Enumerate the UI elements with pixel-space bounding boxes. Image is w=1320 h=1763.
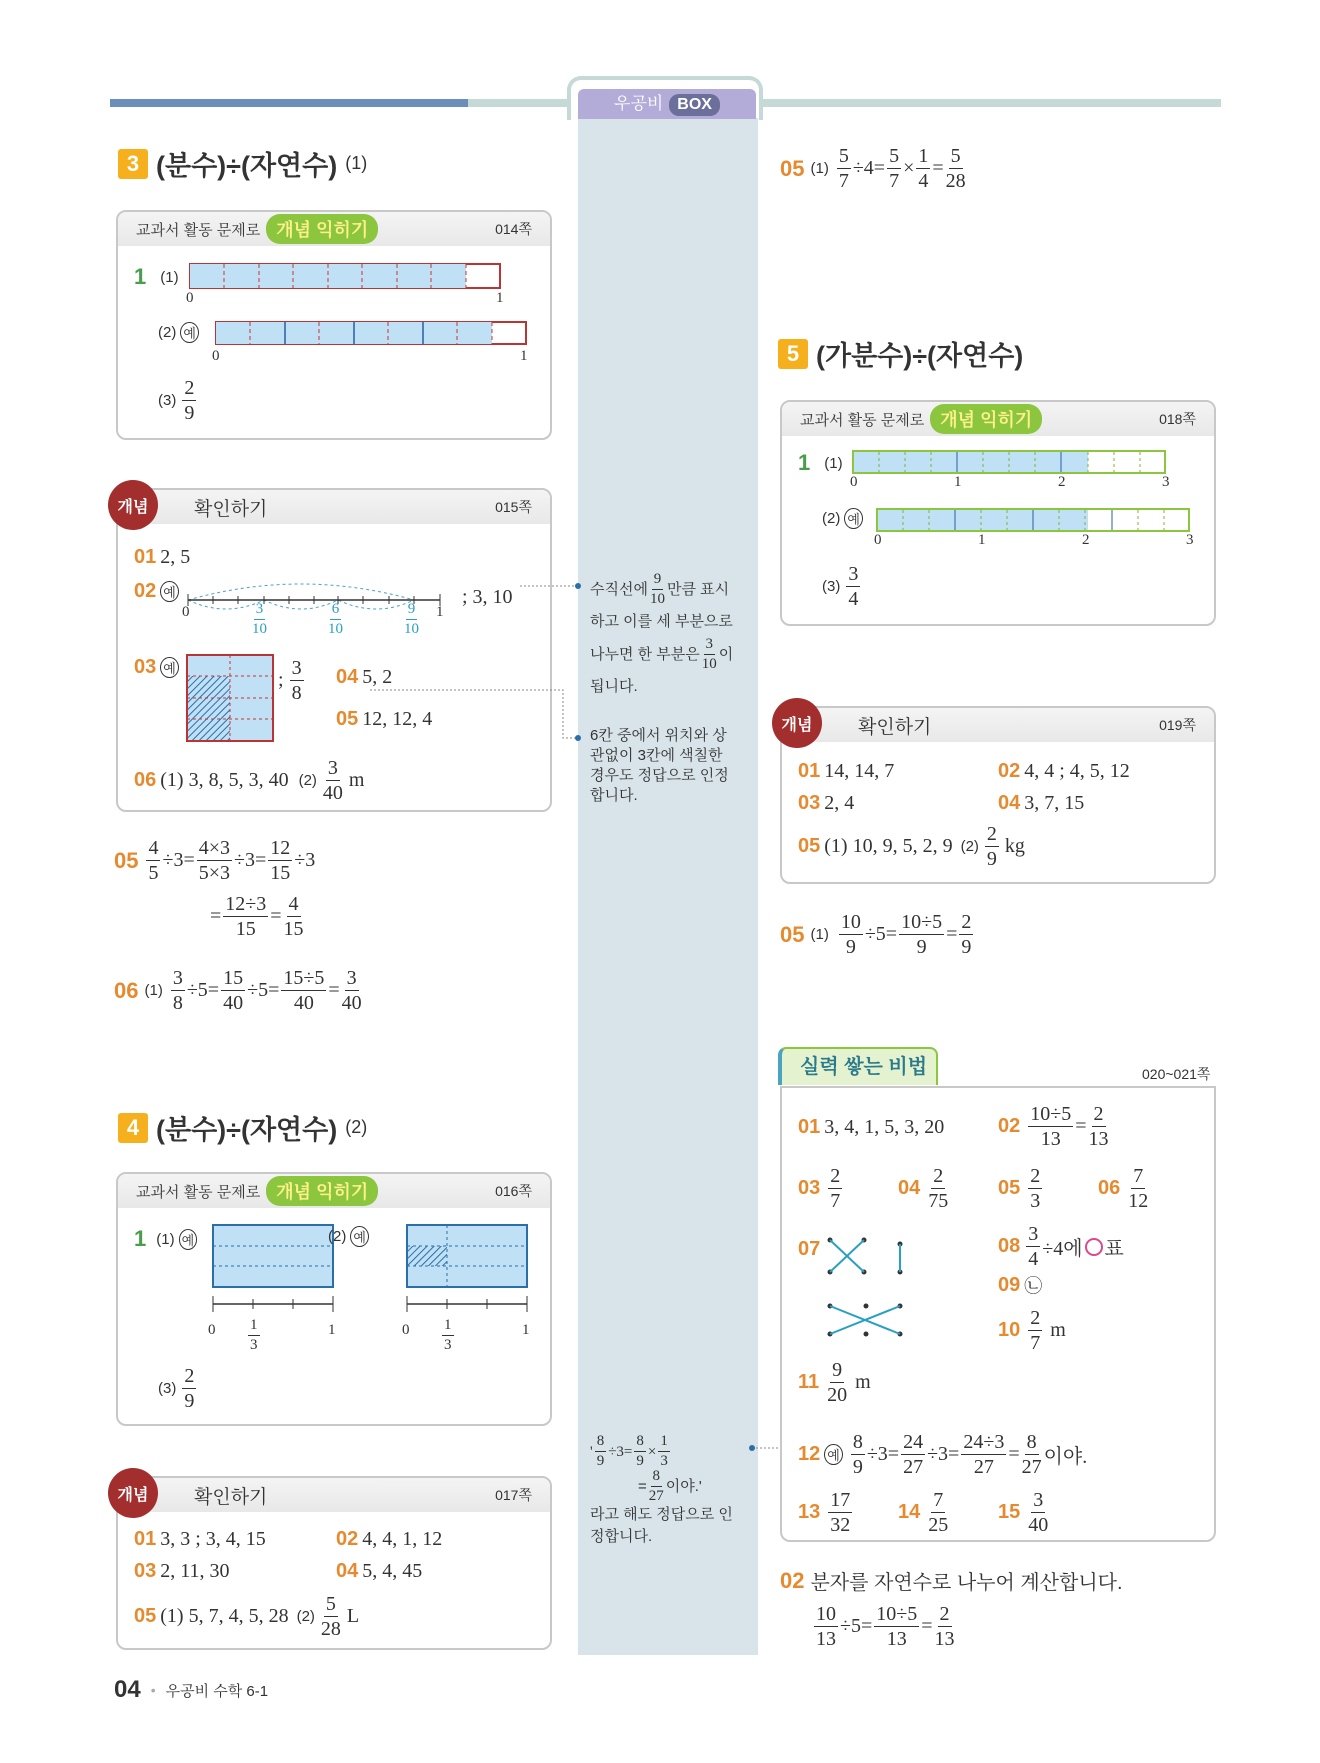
note-1: 수직선에 $\frac{9}{10}$ 만큼 표시 하고 이를 세 부분으로 나누면 한 부분은 $\frac{3}{10}$ 이 됩니다. [590, 571, 734, 695]
matching-lines [826, 1236, 926, 1346]
skill-pages: 020~021쪽 [1142, 1066, 1211, 1082]
explain-05: 05 $\frac{4}{5}$ ÷3= $\frac{4\times 3}{5\times 3}$ ÷3= $\frac{12}{15}$ ÷3 [114, 837, 316, 884]
section-5-title: 5 (가분수)÷(자연수) [778, 334, 1023, 373]
check-box-019: 확인하기 019쪽 개념 01 14, 14, 7 02 4, 4 ; 4, 5, 12 03 2, 4 04 3, 7, 15 05 (1) 10, 9, 5, 2, 9 (2) $\frac{2}{9}$ kg [780, 706, 1216, 884]
skill-box: 01 3, 4, 1, 5, 3, 20 02 $\frac{10\div 5}{13}$ = $\frac{2}{13}$ 03 $\frac{2}{7}$ 04 $\frac{2}{75}$ 05 $\frac{2}{3}$ 06 $\frac{7}{12}$ 07 08 $\frac{3}{4}$ ÷4에 표 09 ㉡ 10 $\frac{2}{7}$ m 11 $\frac{9}{20}$ m 12 예 $\frac{8}{9}$ ÷3= $\frac{24}{27}$ ÷3= $\frac{24\div 3}{27}$ = $\frac{8}{27}$ 이야. 13 $\frac{17}{32}$ 14 $\frac{7}{25}$ 15 $\frac{3}{40}$ [780, 1086, 1216, 1542]
section-3-title: 3 (분수)÷(자연수) (1) [118, 144, 367, 183]
skill-title: 실력 쌓는 비법 [778, 1047, 938, 1085]
check-box-017: 확인하기 017쪽 개념 01 3, 3 ; 3, 4, 15 02 4, 4, 1, 12 03 2, 11, 30 04 5, 4, 45 05 (1) 5, 7, 4, 5, 28 (2) $\frac{5}{28}$ L [116, 1476, 552, 1650]
right-02-calc: $\frac{10}{13}$ ÷5= $\frac{10\div 5}{13}$ = $\frac{2}{13}$ [816, 1603, 955, 1650]
right-05b: 05 (1) $\frac{10}{9}$ ÷5= $\frac{10\div 5}{9}$ = $\frac{2}{9}$ [780, 911, 972, 958]
explain-06: 06 (1) $\frac{3}{8}$ ÷5= $\frac{15}{40}$ ÷5= $\frac{15\div 5}{40}$ = $\frac{3}{40}$ [114, 967, 362, 1014]
right-05: 05 (1) $\frac{5}{7}$ ÷4= $\frac{5}{7}$ × $\frac{1}{4}$ = $\frac{5}{28}$ [780, 145, 966, 192]
improper-bar-2 [876, 508, 1196, 538]
note-3: ' $\frac{8}{9}$ ÷3= $\frac{8}{9}$ × $\frac{1}{3}$ = $\frac{8}{27}$ 이야.' 라고 해도 정답으로 인 정합니다. [590, 1433, 733, 1545]
footer: 04 • 우공비 수학 6-1 [114, 1676, 269, 1703]
concept-pill: 개념 익히기 [266, 214, 378, 244]
right-02-explain: 02 분자를 자연수로 나누어 계산합니다. [780, 1567, 1123, 1594]
activity-box-014: 교과서 활동 문제로 개념 익히기 014쪽 1 (1) 0 1 (2) 예 0 1 (3) $\frac{2}{9}$ [116, 210, 552, 440]
activity-box-016: 교과서 활동 문제로 개념 익히기 016쪽 1 (1) 예 (2) 예 0 $\frac{1}{3}$ 1 0 $\frac{1}{3}$ 1 (3) $\frac{2}{9}$ [116, 1172, 552, 1426]
box-tab: 우공비 BOX [578, 89, 756, 119]
improper-bar-1 [852, 450, 1172, 480]
activity-box-018: 교과서 활동 문제로 개념 익히기 018쪽 1 (1) 0 1 2 3 (2) 예 0 1 2 3 (3) $\frac{3}{4}$ [780, 400, 1216, 626]
concept-badge: 개념 [108, 480, 158, 530]
section-4-title: 4 (분수)÷(자연수) (2) [118, 1108, 367, 1147]
check-box-015: 확인하기 015쪽 개념 01 2, 5 02 예 ; 3, 10 0 1 $\frac{3}{10}$ $\frac{6}{10}$ $\frac{9}{10}$ 03 예 ; $\frac{3}{8}$ 04 5, 2 05 12, 12, 4 06 (1) 3, 8, 5, 3, 40 (2) $\frac{3}{40}$ m [116, 488, 552, 812]
explain-05-line2: = $\frac{12\div 3}{15}$ = $\frac{4}{15}$ [210, 893, 304, 940]
note-2: 6칸 중에서 위치와 상 관없이 3칸에 색칠한 경우도 정답으로 인정 합니다. [590, 727, 729, 804]
